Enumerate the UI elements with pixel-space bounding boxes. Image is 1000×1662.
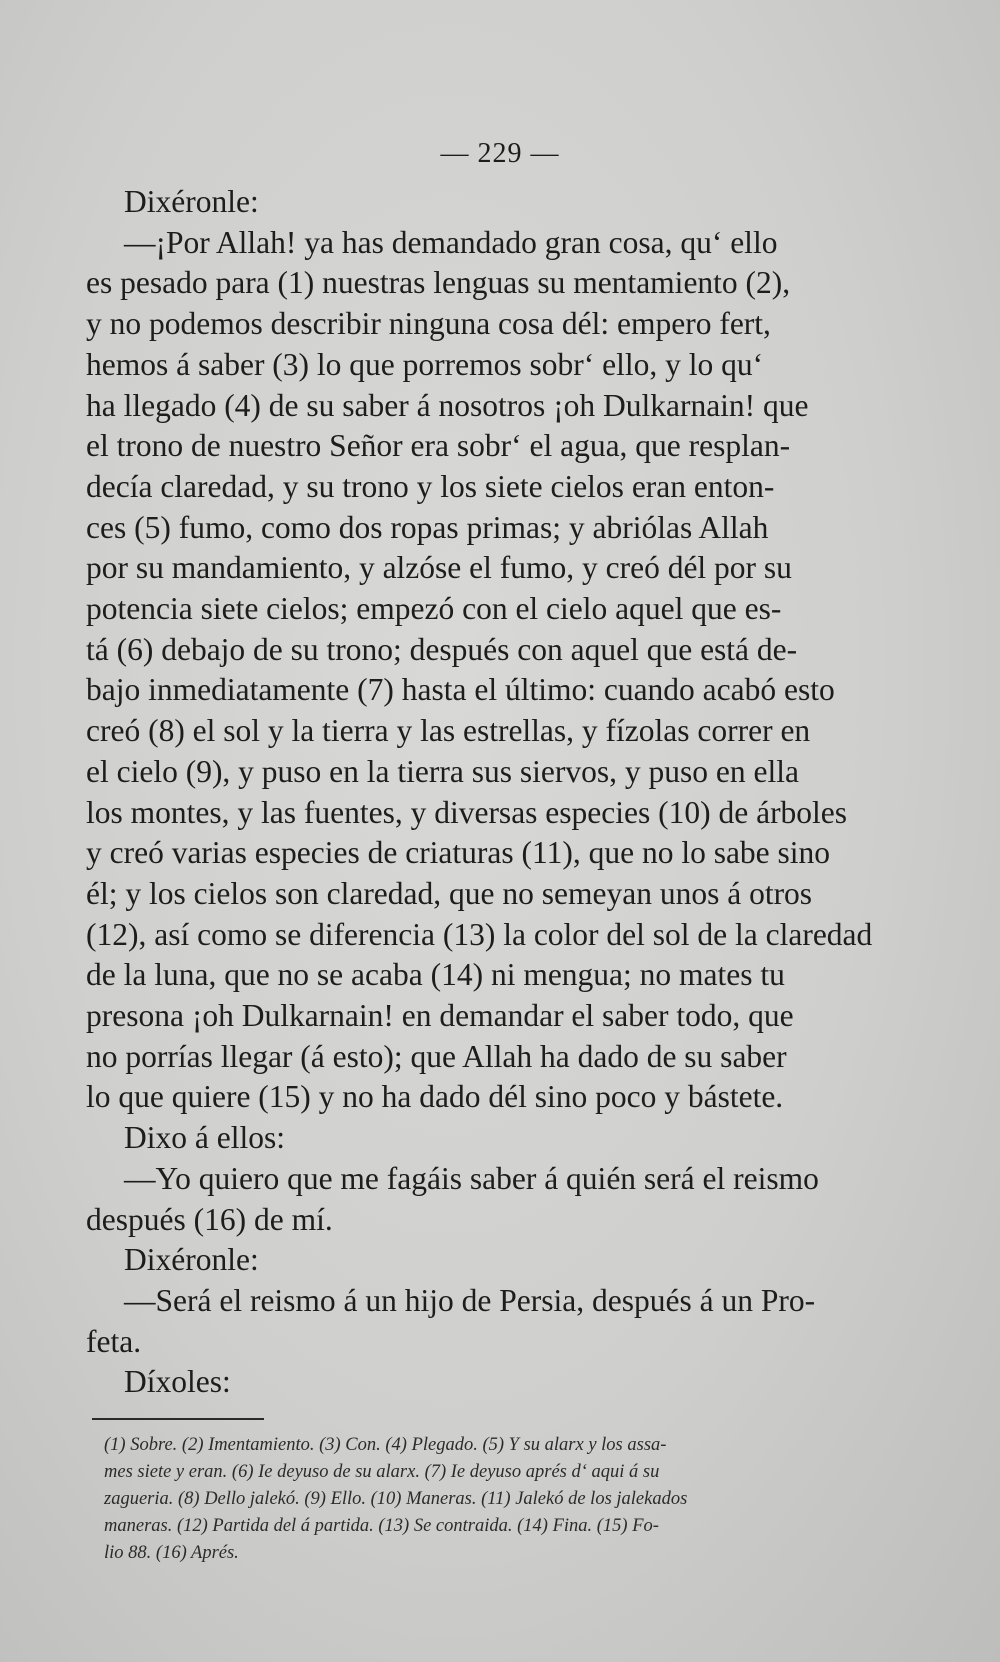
footnote-line: zagueria. (8) Dello jalekó. (9) Ello. (10) Maneras. (11) Jalekó de los jalekados: [104, 1489, 688, 1509]
text-line: tá (6) debajo de su trono; después con aquel que está de-: [86, 631, 798, 667]
text-line: —Yo quiero que me fagáis saber á quién será el reismo: [124, 1160, 819, 1196]
text-line: presona ¡oh Dulkarnain! en demandar el saber todo, que: [86, 998, 794, 1034]
text-line: creó (8) el sol y la tierra y las estrellas, y fízolas correr en: [86, 713, 811, 749]
text-line: él; y los cielos son claredad, que no semeyan unos á otros: [86, 875, 813, 911]
text-line: (12), así como se diferencia (13) la color del sol de la claredad: [86, 916, 873, 952]
text-line: y no podemos describir ninguna cosa dél: empero fert,: [86, 306, 771, 342]
text-line: potencia siete cielos; empezó con el cielo aquel que es-: [86, 591, 782, 627]
text-line: es pesado para (1) nuestras lenguas su mentamiento (2),: [86, 265, 791, 301]
text-line: no porrías llegar (á esto); que Allah ha dado de su saber: [86, 1038, 787, 1074]
text-line: Dixéronle:: [124, 1242, 259, 1278]
text-line: —¡Por Allah! ya has demandado gran cosa, qu‘ ello: [124, 224, 778, 260]
text-line: decía claredad, y su trono y los siete cielos eran enton-: [86, 468, 775, 504]
text-line: —Será el reismo á un hijo de Persia, después á un Pro-: [124, 1282, 816, 1318]
text-line: Díxoles:: [124, 1364, 231, 1400]
text-line: bajo inmediatamente (7) hasta el último: cuando acabó esto: [86, 672, 835, 708]
text-line: Dixo á ellos:: [124, 1120, 285, 1156]
text-line: por su mandamiento, y alzóse el fumo, y creó dél por su: [86, 550, 792, 586]
text-line: hemos á saber (3) lo que porremos sobr‘ ello, y lo qu‘: [86, 346, 764, 382]
text-line: feta.: [86, 1323, 142, 1359]
footnote-line: (1) Sobre. (2) Imentamiento. (3) Con. (4) Plegado. (5) Y su alarx y los assa-: [104, 1435, 667, 1455]
text-line: y creó varias especies de criaturas (11), que no lo sabe sino: [86, 835, 831, 871]
text-line: ces (5) fumo, como dos ropas primas; y abriólas Allah: [86, 509, 769, 545]
text-line: los montes, y las fuentes, y diversas especies (10) de árboles: [86, 794, 848, 830]
text-line: después (16) de mí.: [86, 1201, 333, 1237]
footnote-rule: [92, 1418, 264, 1420]
body-text: [86, 182, 906, 1403]
footnote-line: lio 88. (16) Aprés.: [104, 1543, 239, 1563]
footnote-line: maneras. (12) Partida del á partida. (13) Se contraida. (14) Fina. (15) Fo-: [104, 1516, 659, 1536]
text-line: de la luna, que no se acaba (14) ni mengua; no mates tu: [86, 957, 785, 993]
page-number: — 229 —: [440, 138, 560, 169]
text-line: Dixéronle:: [124, 184, 259, 219]
footnote-line: mes siete y eran. (6) Ie deyuso de su alarx. (7) Ie deyuso aprés d‘ aqui á su: [104, 1462, 660, 1482]
text-line: el cielo (9), y puso en la tierra sus siervos, y puso en ella: [86, 753, 799, 789]
text-line: lo que quiere (15) y no ha dado dél sino poco y bástete.: [86, 1079, 784, 1115]
footnotes: [104, 1432, 914, 1567]
text-line: el trono de nuestro Señor era sobr‘ el agua, que resplan-: [86, 428, 791, 464]
text-line: ha llegado (4) de su saber á nosotros ¡oh Dulkarnain! que: [86, 387, 809, 423]
